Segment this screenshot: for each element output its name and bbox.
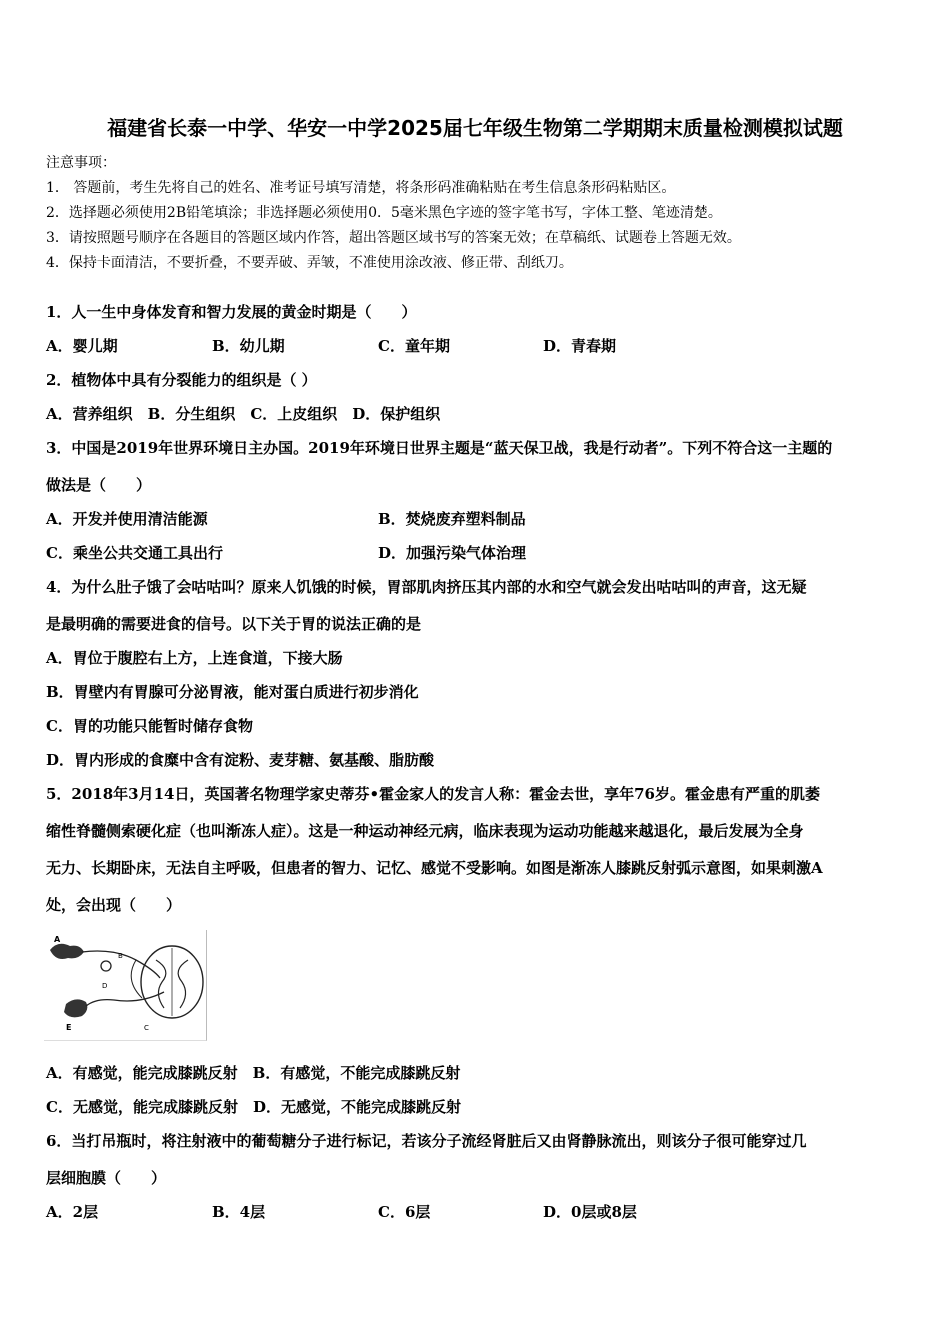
question-3-option-c: C．乘坐公共交通工具出行 (46, 544, 223, 562)
nerve-loop (131, 960, 142, 998)
effector-shape (64, 999, 87, 1017)
question-4-stem-line-2: 是最明确的需要进食的信号。以下关于胃的说法正确的是 (46, 615, 422, 633)
question-5-stem-line-2: 缩性脊髓侧索硬化症（也叫渐冻人症）。这是一种运动神经元病，临床表现为运动功能越来越退化，最后发展为全身 (46, 822, 804, 840)
question-5-options-row-1: A．有感觉，能完成膝跳反射 B．有感觉，不能完成膝跳反射 (46, 1064, 461, 1082)
question-1-stem: 1．人一生中身体发育和智力发展的黄金时期是（ ） (46, 303, 417, 321)
label-b: B (118, 952, 123, 960)
note-item-4: 4．保持卡面清洁，不要折叠，不要弄破、弄皱，不准使用涂改液、修正带、刮纸刀。 (46, 255, 573, 271)
question-3-option-b: B．焚烧废弃塑料制品 (378, 510, 526, 528)
note-item-1: 1． 答题前，考生先将自己的姓名、准考证号填写清楚，将条形码准确粘贴在考生信息条形码粘贴区。 (46, 180, 676, 196)
question-5-options-row-2: C．无感觉，能完成膝跳反射 D．无感觉，不能完成膝跳反射 (46, 1098, 461, 1116)
reflex-arc-diagram (44, 930, 206, 1040)
question-2-options: A．营养组织 B．分生组织 C．上皮组织 D．保护组织 (46, 405, 441, 423)
question-3-option-a: A．开发并使用清洁能源 (46, 510, 208, 528)
question-6-option-a: A．2层 (46, 1203, 99, 1221)
label-d: D (102, 982, 108, 990)
receptor-shape (50, 944, 84, 959)
question-6-option-d: D．0层或8层 (543, 1203, 637, 1221)
question-5-stem-line-3: 无力、长期卧床，无法自主呼吸，但患者的智力、记忆、感觉不受影响。如图是渐冻人膝跳反射弧示意图，如果刺激A (46, 859, 823, 877)
knee-jerk-reflex-arc-figure (44, 930, 207, 1041)
question-6-option-c: C．6层 (378, 1203, 431, 1221)
question-4-stem-line-1: 4．为什么肚子饿了会咕咕叫？原来人饥饿的时候，胃部肌肉挤压其内部的水和空气就会发出咕咕叫的声音，这无疑 (46, 578, 807, 596)
question-6-option-b: B．4层 (212, 1203, 266, 1221)
ganglion (101, 961, 111, 971)
question-3-option-d: D．加强污染气体治理 (378, 544, 527, 562)
note-item-3: 3．请按照题号顺序在各题目的答题区域内作答，超出答题区域书写的答案无效；在草稿纸、试题卷上答题无效。 (46, 230, 741, 246)
question-3-stem-line-1: 3．中国是2019年世界环境日主办国。2019年环境日世界主题是“蓝天保卫战，我是行动者”。下列不符合这一主题的 (46, 439, 833, 457)
question-2-stem: 2．植物体中具有分裂能力的组织是（ ） (46, 371, 317, 389)
question-1-option-c: C．童年期 (378, 337, 450, 355)
note-item-2: 2．选择题必须使用2B铅笔填涂；非选择题必须使用0．5毫米黑色字迹的签字笔书写，字体工整、笔迹清楚。 (46, 205, 722, 221)
label-c: C (144, 1024, 149, 1032)
question-6-stem-line-2: 层细胞膜（ ） (46, 1169, 167, 1187)
notes-heading: 注意事项： (46, 155, 116, 171)
question-4-option-d: D．胃内形成的食糜中含有淀粉、麦芽糖、氨基酸、脂肪酸 (46, 751, 435, 769)
question-1-option-d: D．青春期 (543, 337, 617, 355)
question-4-option-b: B．胃壁内有胃腺可分泌胃液，能对蛋白质进行初步消化 (46, 683, 419, 701)
question-4-option-a: A．胃位于腹腔右上方，上连食道，下接大肠 (46, 649, 343, 667)
question-5-stem-line-4: 处，会出现（ ） (46, 896, 182, 914)
question-1-option-a: A．婴儿期 (46, 337, 118, 355)
label-e: E (66, 1023, 72, 1032)
question-6-stem-line-1: 6．当打吊瓶时，将注射液中的葡萄糖分子进行标记，若该分子流经肾脏后又由肾静脉流出，则该分子很可能穿过几 (46, 1132, 807, 1150)
efferent-nerve (86, 992, 164, 1006)
question-3-stem-line-2: 做法是（ ） (46, 476, 152, 494)
question-1-option-b: B．幼儿期 (212, 337, 285, 355)
label-a: A (54, 935, 61, 944)
question-4-option-c: C．胃的功能只能暂时储存食物 (46, 717, 253, 735)
page-title: 福建省长泰一中学、华安一中学2025届七年级生物第二学期期末质量检测模拟试题 (107, 116, 843, 140)
question-5-stem-line-1: 5．2018年3月14日，英国著名物理学家史蒂芬•霍金家人的发言人称：霍金去世，享年76岁。霍金患有严重的肌萎 (46, 785, 820, 803)
